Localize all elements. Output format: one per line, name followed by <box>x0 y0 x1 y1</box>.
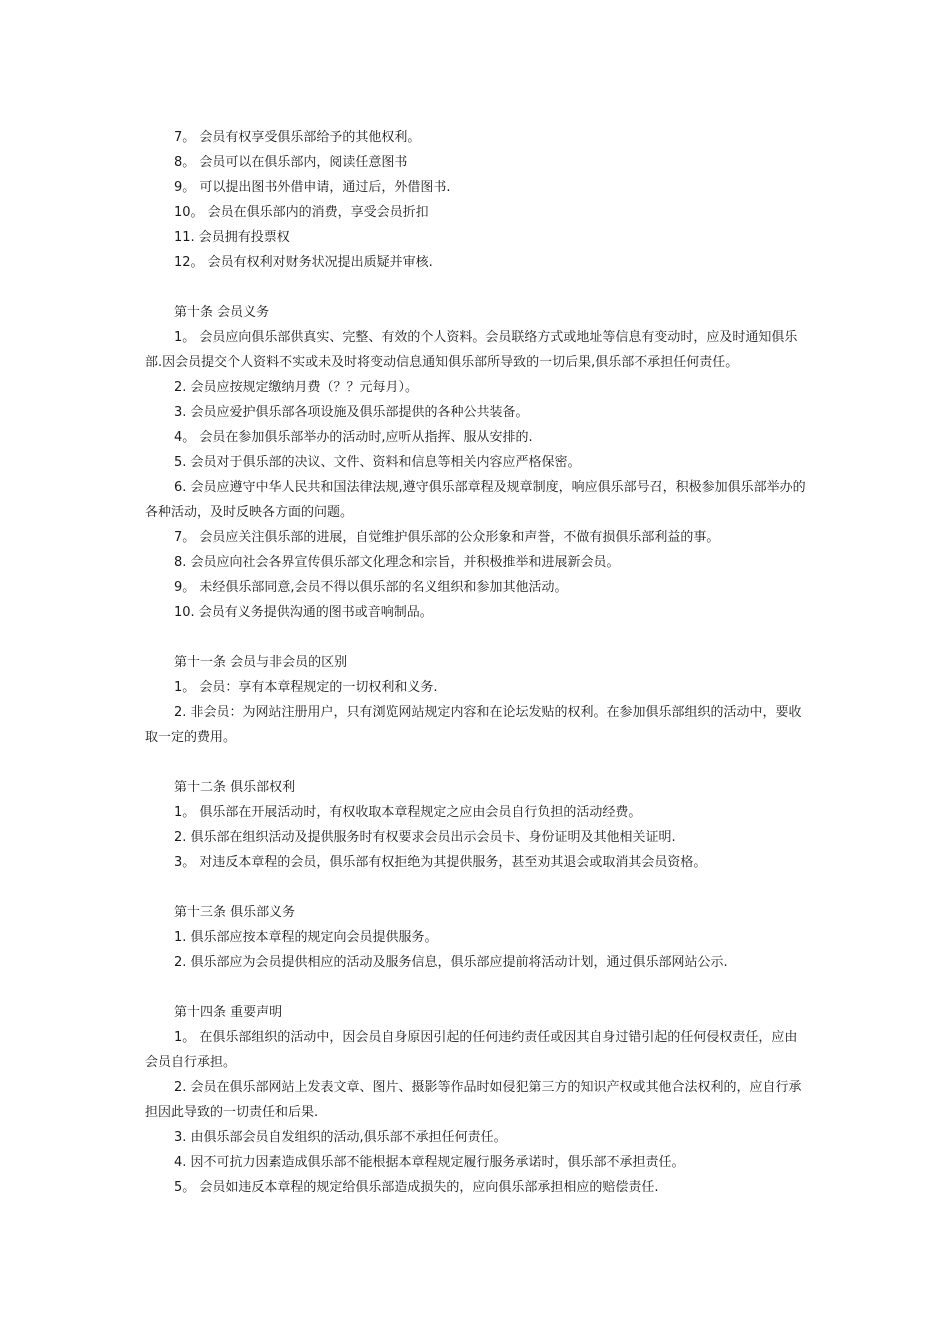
list-item: 3. 会员应爱护俱乐部各项设施及俱乐部提供的各种公共装备。 <box>174 405 529 420</box>
section-article-13 <box>145 900 810 975</box>
list-item: 8。 会员可以在俱乐部内，阅读任意图书 <box>174 155 408 170</box>
section-article-10 <box>145 300 810 625</box>
list-item: 8. 会员应向社会各界宣传俱乐部文化理念和宗旨，并积极推举和进展新会员。 <box>174 555 620 570</box>
list-item: 2. 会员在俱乐部网站上发表文章、图片、摄影等作品时如侵犯第三方的知识产权或其他合法权利的，应自行承担因此导致的一切责任和后果. <box>145 1080 802 1120</box>
list-item: 1。 会员应向俱乐部供真实、完整、有效的个人资料。会员联络方式或地址等信息有变动时，应及时通知俱乐部.因会员提交个人资料不实或未及时将变动信息通知俱乐部所导致的一切后果,俱乐部不承担任何责任。 <box>145 330 798 370</box>
list-item: 1。 在俱乐部组织的活动中，因会员自身原因引起的任何违约责任或因其自身过错引起的任何侵权责任，应由会员自行承担。 <box>145 1030 798 1070</box>
section-heading: 第十四条 重要声明 <box>174 1005 283 1020</box>
list-item: 12。 会员有权利对财务状况提出质疑并审核. <box>174 255 433 270</box>
list-item: 5。 会员如违反本章程的规定给俱乐部造成损失的，应向俱乐部承担相应的赔偿责任. <box>174 1180 659 1195</box>
section-heading: 第十三条 俱乐部义务 <box>174 905 296 920</box>
list-item: 2. 俱乐部在组织活动及提供服务时有权要求会员出示会员卡、身份证明及其他相关证明. <box>174 830 676 845</box>
section-spacer <box>145 875 810 900</box>
list-item: 6. 会员应遵守中华人民共和国法律法规,遵守俱乐部章程及规章制度，响应俱乐部号召，积极参加俱乐部举办的各种活动，及时反映各方面的问题。 <box>145 480 806 520</box>
intro-items <box>145 125 810 275</box>
section-spacer <box>145 750 810 775</box>
list-item: 1。 会员：享有本章程规定的一切权利和义务. <box>174 680 438 695</box>
section-article-11 <box>145 650 810 750</box>
list-item: 4. 因不可抗力因素造成俱乐部不能根据本章程规定履行服务承诺时，俱乐部不承担责任。 <box>174 1155 685 1170</box>
document-page <box>145 125 810 1200</box>
section-heading: 第十一条 会员与非会员的区别 <box>174 655 348 670</box>
list-item: 5. 会员对于俱乐部的决议、文件、资料和信息等相关内容应严格保密。 <box>174 455 581 470</box>
list-item: 2. 会员应按规定缴纳月费（？？元每月）。 <box>174 380 419 395</box>
list-item: 1。 俱乐部在开展活动时，有权收取本章程规定之应由会员自行负担的活动经费。 <box>174 805 642 820</box>
list-item: 9。 可以提出图书外借申请，通过后，外借图书. <box>174 180 451 195</box>
section-article-14 <box>145 1000 810 1200</box>
section-spacer <box>145 275 810 300</box>
list-item: 1. 俱乐部应按本章程的规定向会员提供服务。 <box>174 930 438 945</box>
section-article-12 <box>145 775 810 875</box>
list-item: 3。 对违反本章程的会员，俱乐部有权拒绝为其提供服务，甚至劝其退会或取消其会员资格。 <box>174 855 707 870</box>
list-item: 2. 俱乐部应为会员提供相应的活动及服务信息，俱乐部应提前将活动计划，通过俱乐部网站公示. <box>174 955 728 970</box>
section-heading: 第十条 会员义务 <box>174 305 270 320</box>
list-item: 9。 未经俱乐部同意,会员不得以俱乐部的名义组织和参加其他活动。 <box>174 580 568 595</box>
list-item: 3. 由俱乐部会员自发组织的活动,俱乐部不承担任何责任。 <box>174 1130 507 1145</box>
list-item: 4。 会员在参加俱乐部举办的活动时,应听从指挥、服从安排的. <box>174 430 533 445</box>
list-item: 11. 会员拥有投票权 <box>174 230 290 245</box>
list-item: 7。 会员有权享受俱乐部给予的其他权利。 <box>174 130 421 145</box>
list-item: 10. 会员有义务提供沟通的图书或音响制品。 <box>174 605 433 620</box>
list-item: 7。 会员应关注俱乐部的进展，自觉维护俱乐部的公众形象和声誉，不做有损俱乐部利益的事。 <box>174 530 720 545</box>
section-spacer <box>145 975 810 1000</box>
list-item: 10。 会员在俱乐部内的消费，享受会员折扣 <box>174 205 429 220</box>
section-spacer <box>145 625 810 650</box>
list-item: 2. 非会员：为网站注册用户，只有浏览网站规定内容和在论坛发贴的权利。在参加俱乐部组织的活动中，要收取一定的费用。 <box>145 705 802 745</box>
section-heading: 第十二条 俱乐部权利 <box>174 780 296 795</box>
